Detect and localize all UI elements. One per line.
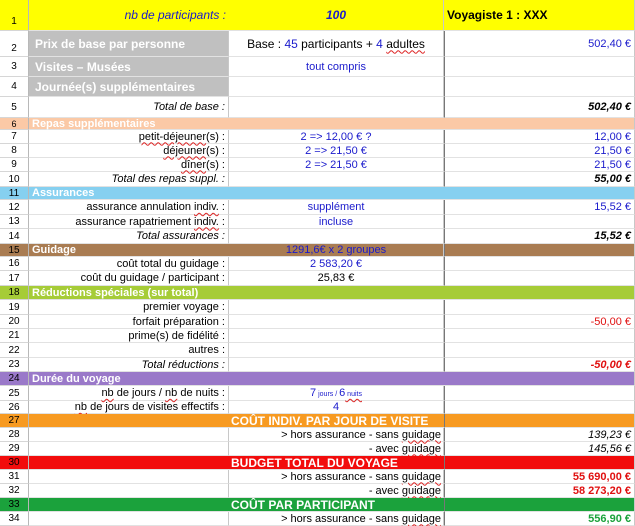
cell-other-label[interactable]	[29, 343, 229, 358]
row-13	[0, 215, 635, 229]
discounts-total-value: -50,00 €	[590, 358, 631, 371]
cell-repatriation-detail[interactable]	[229, 215, 444, 229]
row-number[interactable]: 28	[0, 428, 29, 442]
section-meals[interactable]	[29, 118, 444, 130]
cell-insurance-total-mid[interactable]	[229, 229, 444, 244]
row-15	[0, 244, 635, 257]
cell-budget-no-guide-value[interactable]	[444, 470, 635, 484]
cell-budget-with-guide-value[interactable]	[444, 484, 635, 498]
row-number[interactable]: 32	[0, 484, 29, 498]
cell-guiding-total-value[interactable]	[229, 257, 444, 271]
meals-total-value: 55,00 €	[594, 173, 631, 185]
section-insurance-title: Assurances	[32, 187, 95, 199]
cell-participants-label[interactable]	[29, 0, 229, 31]
prep-fee-value: -50,00 €	[590, 315, 631, 328]
cell-budget-with-guide-label[interactable]	[229, 484, 444, 498]
row-30	[0, 456, 635, 470]
row-17	[0, 271, 635, 286]
cell-budget-with-guide-left[interactable]	[29, 484, 229, 498]
daily-no-guide-value: 139,23 €	[588, 428, 631, 441]
row-23	[0, 358, 635, 372]
cell-days-nights-right[interactable]	[444, 386, 635, 401]
cell-discounts-header[interactable]	[444, 286, 635, 300]
cell-first-trip-detail[interactable]	[229, 300, 444, 315]
row-number[interactable]: 12	[0, 200, 29, 215]
row-14	[0, 229, 635, 244]
cell-first-trip-value[interactable]	[444, 300, 635, 315]
cell-meals-total[interactable]	[444, 172, 635, 187]
section-budget-title: BUDGET TOTAL DU VOYAGE	[231, 455, 398, 470]
cell-visit-days-right[interactable]	[444, 401, 635, 414]
loyalty-label: prime(s) de fidélité :	[128, 329, 225, 342]
cell-per-participant-right[interactable]	[444, 498, 635, 512]
section-daily-cost-title: COÛT INDIV. PAR JOUR DE VISITE	[231, 413, 429, 428]
participants-value: 100	[325, 8, 347, 22]
cell-daily-no-guide-value[interactable]	[444, 428, 635, 442]
cell-extra-days-label[interactable]	[29, 77, 229, 97]
cell-dinner-detail[interactable]	[229, 158, 444, 172]
cell-breakfast-label[interactable]	[29, 130, 229, 144]
cell-dinner-label[interactable]	[29, 158, 229, 172]
cell-visits-total[interactable]	[444, 57, 635, 77]
row-number[interactable]: 14	[0, 229, 29, 244]
section-discounts[interactable]	[29, 286, 444, 300]
cell-guiding-total-label[interactable]	[29, 257, 229, 271]
row-19	[0, 300, 635, 315]
row-number[interactable]: 23	[0, 358, 29, 372]
cell-base-description[interactable]	[229, 31, 444, 57]
row-number[interactable]: 1	[0, 0, 29, 31]
base-description: Base : 45 participants + 4 adultes	[247, 36, 425, 51]
cell-first-trip-label[interactable]	[29, 300, 229, 315]
cell-meals-total-label[interactable]	[29, 172, 229, 187]
row-12	[0, 200, 635, 215]
daily-with-guide-value: 145,56 €	[588, 442, 631, 455]
row-number[interactable]: 15	[0, 244, 29, 257]
row-5	[0, 97, 635, 118]
repatriation-detail: incluse	[318, 215, 354, 228]
cell-days-nights-label[interactable]	[29, 386, 229, 401]
cell-per-participant-left[interactable]	[29, 498, 229, 512]
cell-lunch-label[interactable]	[29, 144, 229, 158]
cell-breakfast-detail[interactable]	[229, 130, 444, 144]
row-18	[0, 286, 635, 300]
base-total-label: Total de base :	[153, 101, 225, 113]
row-number[interactable]: 10	[0, 172, 29, 187]
cell-budget-no-guide-left[interactable]	[29, 470, 229, 484]
row-8	[0, 144, 635, 158]
cell-extra-days-value[interactable]	[229, 77, 444, 97]
cell-prep-fee-value[interactable]	[444, 315, 635, 329]
prep-fee-label: forfait préparation :	[132, 315, 225, 328]
cell-days-nights-value[interactable]	[229, 386, 444, 401]
cancel-insurance-detail: supplément	[307, 201, 365, 213]
base-total-value: 502,40 €	[588, 101, 631, 113]
row-25	[0, 386, 635, 401]
repatriation-label: assurance rapatriement indiv. :	[75, 215, 225, 228]
cell-daily-cost-right[interactable]	[444, 414, 635, 428]
section-discounts-title: Réductions spéciales (sur total)	[32, 286, 199, 299]
lunch-detail: 2 => 21,50 €	[305, 144, 367, 157]
cell-daily-with-guide-label[interactable]	[229, 442, 444, 456]
cell-loyalty-label[interactable]	[29, 329, 229, 343]
days-nights-value: 7 jours / 6 nuits	[310, 387, 362, 399]
section-duration[interactable]	[29, 372, 444, 386]
row-number[interactable]: 3	[0, 57, 29, 77]
cell-discounts-total-mid[interactable]	[229, 358, 444, 372]
row-1	[0, 0, 635, 31]
operator-label: Voyagiste 1 : XXX	[447, 8, 548, 22]
row-number[interactable]: 21	[0, 329, 29, 343]
cell-visit-days-label[interactable]	[29, 401, 229, 414]
row-number[interactable]: 4	[0, 77, 29, 97]
section-per-participant-title: COÛT PAR PARTICIPANT	[231, 497, 375, 512]
row-32	[0, 484, 635, 498]
visit-days-label: nb de jours de visites effectifs :	[74, 401, 225, 413]
first-trip-label: premier voyage :	[143, 301, 225, 313]
cell-base-total-label[interactable]	[29, 97, 229, 118]
row-number[interactable]: 34	[0, 512, 29, 526]
cell-extra-days-total[interactable]	[444, 77, 635, 97]
breakfast-detail: 2 => 12,00 € ?	[300, 130, 372, 143]
row-number[interactable]: 2	[0, 31, 29, 57]
row-10	[0, 172, 635, 187]
breakfast-value: 12,00 €	[594, 130, 631, 143]
breakfast-label: petit-déjeuner(s) :	[138, 130, 225, 143]
section-insurance[interactable]	[29, 187, 444, 200]
budget-no-guide-label: > hors assurance - sans guidage	[281, 470, 441, 483]
row-number[interactable]: 20	[0, 315, 29, 329]
row-number[interactable]: 19	[0, 300, 29, 315]
row-number[interactable]: 7	[0, 130, 29, 144]
guiding-detail: 1291,6€ x 2 groupes	[285, 244, 387, 256]
cell-insurance-total[interactable]	[444, 229, 635, 244]
cell-budget-no-guide-label[interactable]	[229, 470, 444, 484]
cell-loyalty-detail[interactable]	[229, 329, 444, 343]
cell-insurance-total-label[interactable]	[29, 229, 229, 244]
extra-days-label: Journée(s) supplémentaires	[35, 79, 196, 94]
cell-loyalty-value[interactable]	[444, 329, 635, 343]
row-number[interactable]: 17	[0, 271, 29, 286]
cell-lunch-value[interactable]	[444, 144, 635, 158]
lunch-label: déjeuner(s) :	[163, 144, 225, 157]
row-number[interactable]: 5	[0, 97, 29, 118]
cell-guiding-total-right[interactable]	[444, 257, 635, 271]
cell-guiding-per-person-label[interactable]	[29, 271, 229, 286]
cell-discounts-total[interactable]	[444, 358, 635, 372]
meals-total-label: Total des repas suppl. :	[111, 173, 225, 185]
row-number[interactable]: 30	[0, 456, 29, 470]
row-3	[0, 57, 635, 77]
cell-cancel-insurance-detail[interactable]	[229, 200, 444, 215]
pp-no-guide-label: > hors assurance - sans guidage	[281, 512, 441, 525]
row-number[interactable]: 22	[0, 343, 29, 358]
row-number[interactable]: 6	[0, 118, 29, 130]
budget-with-guide-label: - avec guidage	[368, 484, 441, 497]
section-daily-cost[interactable]	[229, 414, 444, 428]
row-number[interactable]: 9	[0, 158, 29, 172]
cell-base-price[interactable]	[444, 31, 635, 57]
section-guiding[interactable]	[29, 244, 229, 257]
row-number[interactable]: 31	[0, 470, 29, 484]
cell-budget-left[interactable]	[29, 456, 229, 470]
days-nights-label: nb de jours / nb de nuits :	[101, 387, 225, 399]
cell-daily-no-guide-left[interactable]	[29, 428, 229, 442]
cell-guiding-per-person-right[interactable]	[444, 271, 635, 286]
section-meals-title: Repas supplémentaires	[32, 117, 156, 130]
section-per-participant[interactable]	[229, 498, 444, 512]
row-number[interactable]: 27	[0, 414, 29, 428]
row-28	[0, 428, 635, 442]
cell-breakfast-value[interactable]	[444, 130, 635, 144]
row-16	[0, 257, 635, 271]
cell-daily-with-guide-left[interactable]	[29, 442, 229, 456]
row-22	[0, 343, 635, 358]
cell-guiding-per-person-value[interactable]	[229, 271, 444, 286]
row-29	[0, 442, 635, 456]
cell-prep-fee-detail[interactable]	[229, 315, 444, 329]
pp-no-guide-value: 556,90 €	[588, 512, 631, 525]
cell-budget-right[interactable]	[444, 456, 635, 470]
row-4	[0, 77, 635, 97]
other-label: autres :	[188, 344, 225, 356]
cell-base-total[interactable]	[444, 97, 635, 118]
guiding-total-label: coût total du guidage :	[116, 257, 225, 270]
row-27	[0, 414, 635, 428]
cell-visits-value[interactable]	[229, 57, 444, 77]
row-number[interactable]: 24	[0, 372, 29, 386]
dinner-value: 21,50 €	[594, 158, 631, 171]
base-price-label: Prix de base par personne	[35, 36, 186, 51]
row-7	[0, 130, 635, 144]
section-duration-title: Durée du voyage	[32, 372, 121, 385]
row-6	[0, 118, 635, 130]
cell-duration-header[interactable]	[444, 372, 635, 386]
participants-label: nb de participants :	[124, 8, 226, 22]
cell-insurance-header[interactable]	[444, 187, 635, 200]
guiding-per-person-label: coût du guidage / participant :	[80, 272, 225, 284]
row-9	[0, 158, 635, 172]
row-number[interactable]: 26	[0, 401, 29, 414]
cell-daily-cost-left[interactable]	[29, 414, 229, 428]
row-31	[0, 470, 635, 484]
row-33	[0, 498, 635, 512]
cell-other-value[interactable]	[444, 343, 635, 358]
cell-cancel-insurance-label[interactable]	[29, 200, 229, 215]
cell-visit-days-value[interactable]	[229, 401, 444, 414]
dinner-label: dîner(s) :	[180, 158, 225, 171]
section-budget[interactable]	[229, 456, 444, 470]
cell-meals-total-mid[interactable]	[229, 172, 444, 187]
guiding-total-value: 2 583,20 €	[310, 257, 362, 270]
cell-base-total-mid[interactable]	[229, 97, 444, 118]
discounts-total-label: Total réductions :	[141, 358, 225, 371]
cell-other-detail[interactable]	[229, 343, 444, 358]
cell-daily-with-guide-value[interactable]	[444, 442, 635, 456]
cell-operator[interactable]	[444, 0, 635, 31]
base-price-value: 502,40 €	[588, 37, 631, 50]
row-11	[0, 187, 635, 200]
cell-base-price-label[interactable]	[29, 31, 229, 57]
row-number[interactable]: 8	[0, 144, 29, 158]
cell-discounts-total-label[interactable]	[29, 358, 229, 372]
cell-lunch-detail[interactable]	[229, 144, 444, 158]
cell-meals-header[interactable]	[444, 118, 635, 130]
row-number[interactable]: 33	[0, 498, 29, 512]
insurance-total-value: 15,52 €	[594, 230, 631, 242]
cell-repatriation-value[interactable]	[444, 215, 635, 229]
row-number[interactable]: 13	[0, 215, 29, 229]
row-20	[0, 315, 635, 329]
row-number[interactable]: 11	[0, 187, 29, 200]
budget-with-guide-value: 58 273,20 €	[572, 484, 631, 497]
cell-guiding-detail[interactable]	[229, 244, 444, 257]
row-2	[0, 31, 635, 57]
cancel-insurance-value: 15,52 €	[594, 201, 631, 213]
dinner-detail: 2 => 21,50 €	[305, 158, 367, 171]
cell-cancel-insurance-value[interactable]	[444, 200, 635, 215]
budget-no-guide-value: 55 690,00 €	[572, 470, 631, 483]
daily-with-guide-label: - avec guidage	[368, 442, 441, 455]
cell-daily-no-guide-label[interactable]	[229, 428, 444, 442]
row-number[interactable]: 25	[0, 386, 29, 401]
row-number[interactable]: 29	[0, 442, 29, 456]
row-21	[0, 329, 635, 343]
visits-label: Visites – Musées	[35, 59, 131, 74]
section-guiding-title: Guidage	[32, 244, 77, 256]
cell-repatriation-label[interactable]	[29, 215, 229, 229]
cancel-insurance-label: assurance annulation indiv. :	[86, 201, 225, 213]
cell-dinner-value[interactable]	[444, 158, 635, 172]
row-number[interactable]: 18	[0, 286, 29, 300]
row-24	[0, 372, 635, 386]
visits-value: tout compris	[306, 60, 366, 73]
visit-days-value: 4	[332, 401, 340, 413]
guiding-per-person-value: 25,83 €	[317, 272, 355, 284]
daily-no-guide-label: > hors assurance - sans guidage	[281, 428, 441, 441]
cell-visits-label[interactable]	[29, 57, 229, 77]
row-number[interactable]: 16	[0, 257, 29, 271]
cell-prep-fee-label[interactable]	[29, 315, 229, 329]
row-26	[0, 401, 635, 414]
lunch-value: 21,50 €	[594, 144, 631, 157]
cell-participants-value[interactable]	[229, 0, 444, 31]
cell-guiding-header[interactable]	[444, 244, 635, 257]
insurance-total-label: Total assurances :	[136, 230, 225, 242]
